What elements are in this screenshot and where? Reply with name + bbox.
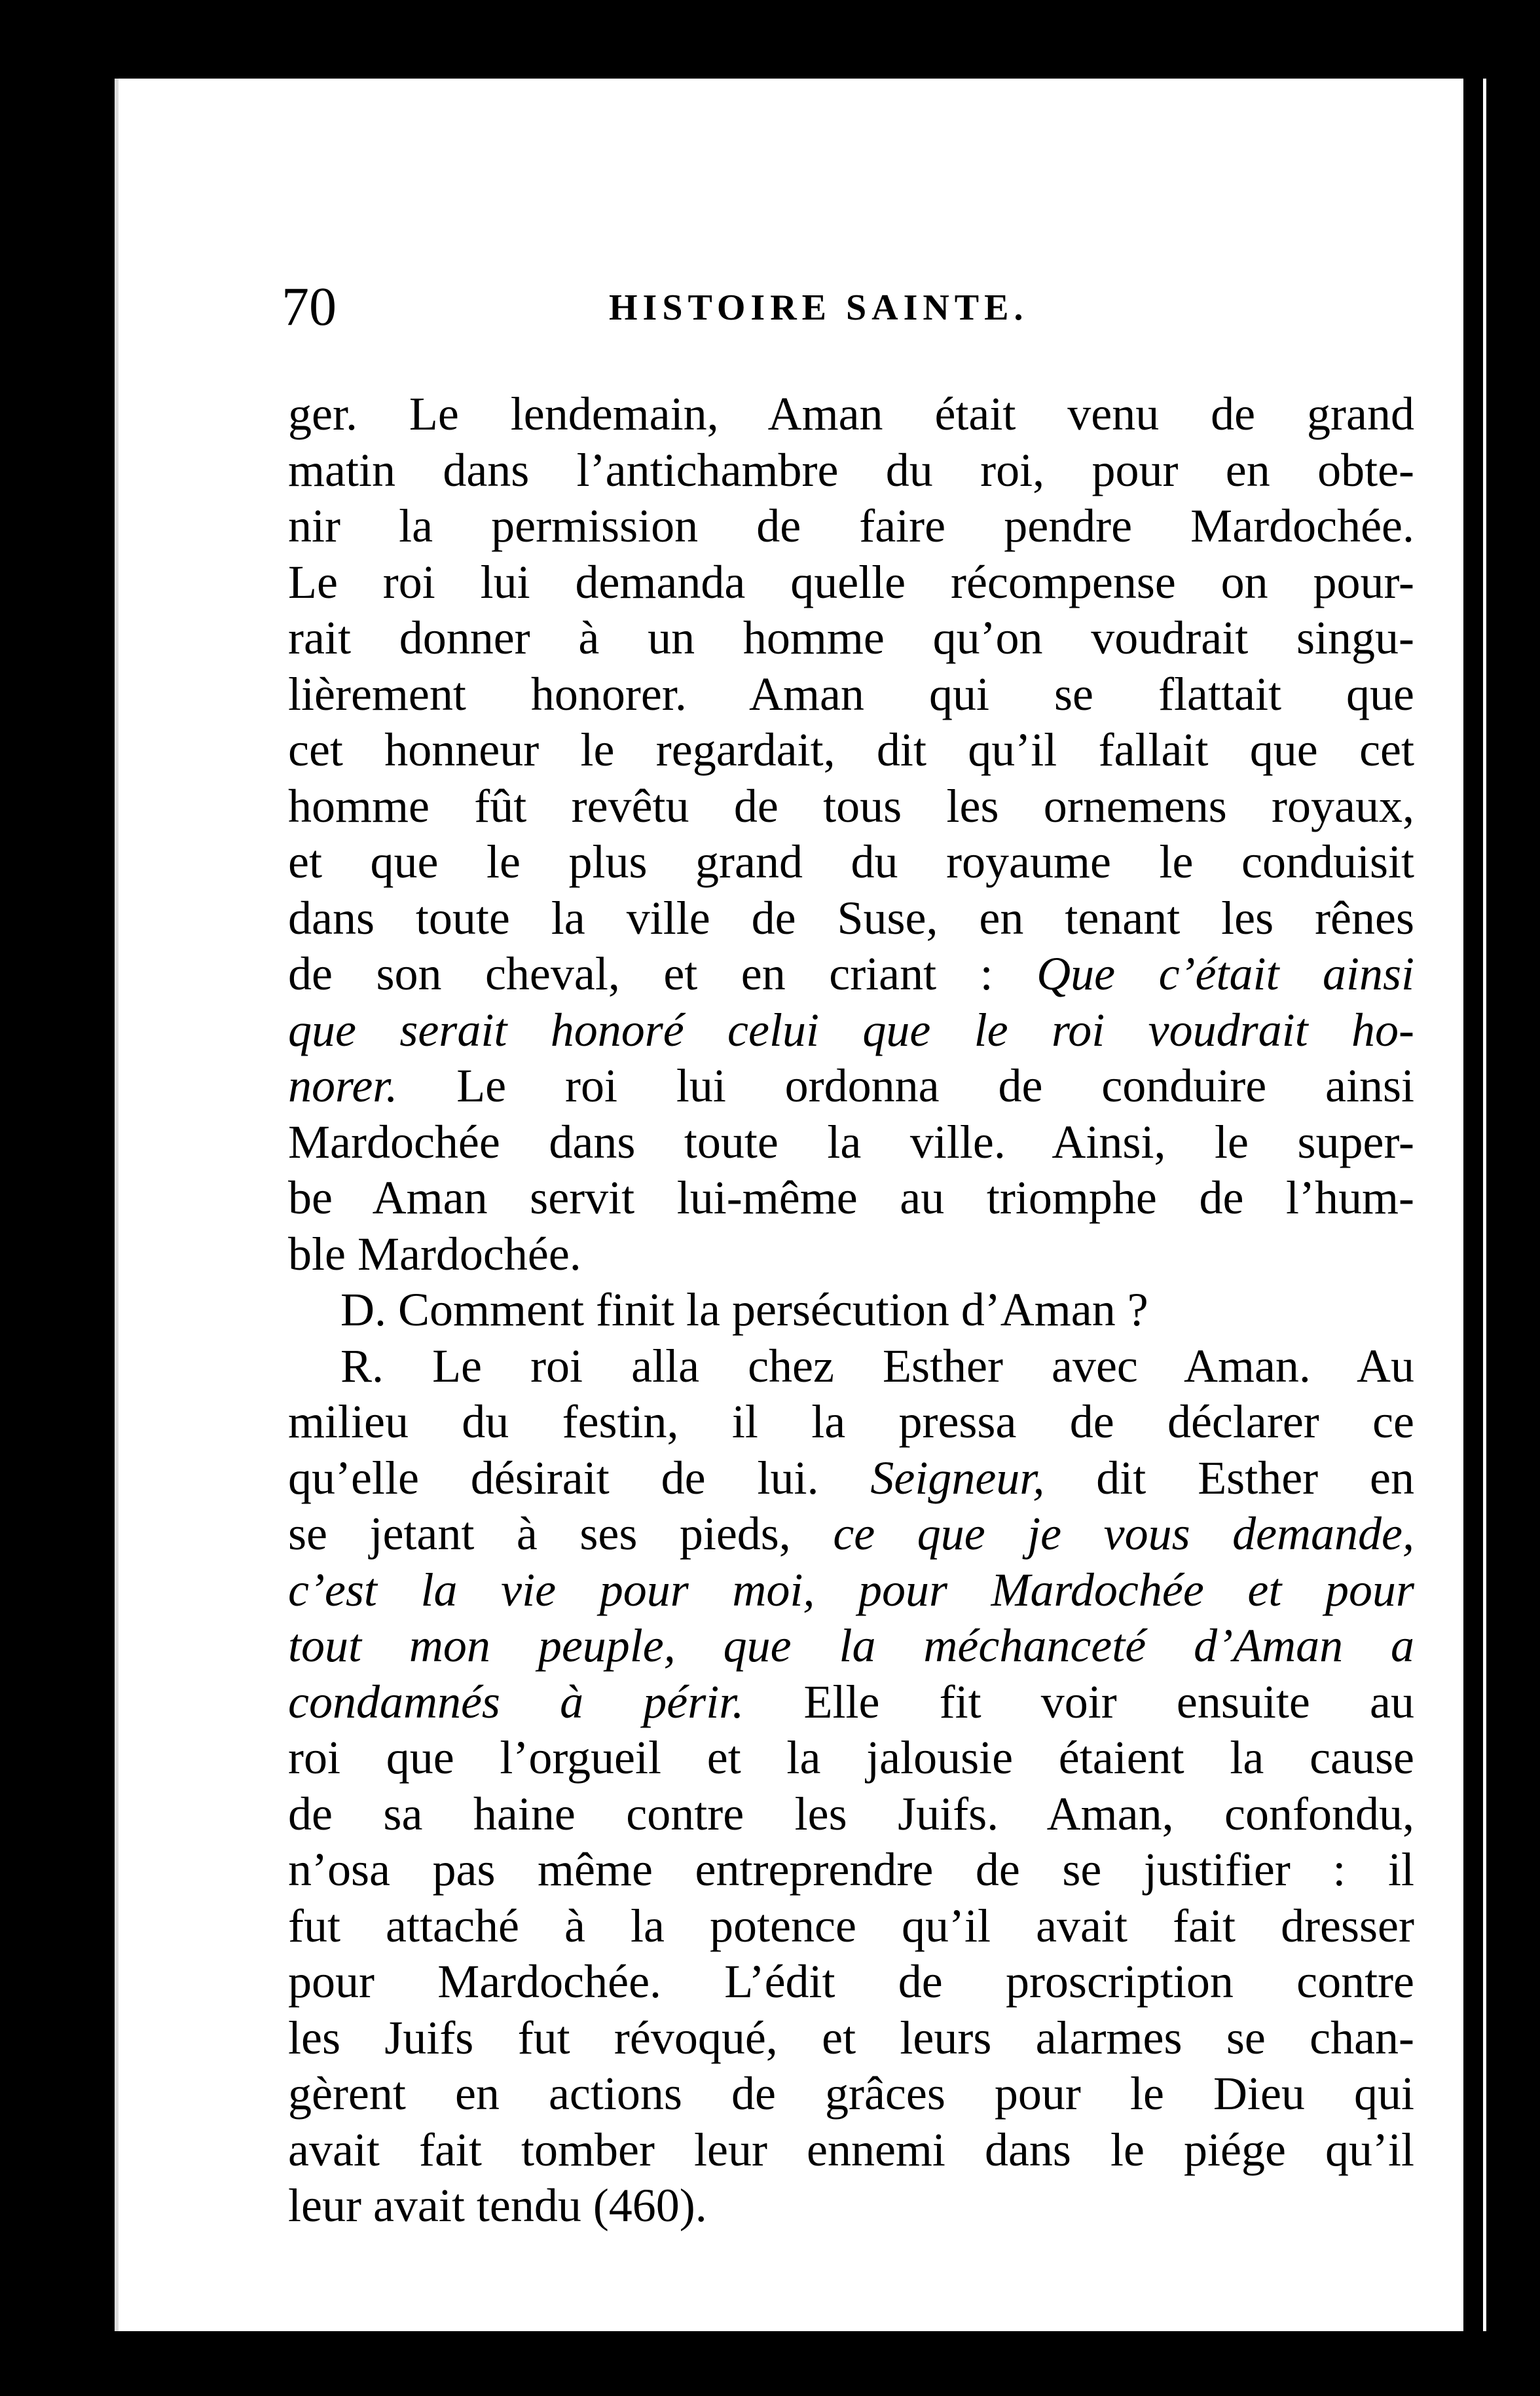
text-line bbox=[288, 1226, 1414, 1283]
italic-text-segment: tout mon peuple, que la méchanceté d’Aman a bbox=[288, 1619, 1414, 1672]
text-line bbox=[288, 1562, 1414, 1619]
text-line bbox=[288, 1058, 1414, 1115]
text-line bbox=[288, 667, 1414, 723]
text-line bbox=[288, 722, 1414, 779]
text-line bbox=[288, 1115, 1414, 1171]
text-segment: leur avait tendu (460). bbox=[288, 2179, 707, 2232]
page-number: 70 bbox=[282, 276, 337, 337]
text-line bbox=[288, 2010, 1414, 2067]
page-edge bbox=[115, 79, 119, 2331]
scan-border-left bbox=[0, 0, 118, 2396]
text-segment: roi que l’orgueil et la jalousie étaient la cause bbox=[288, 1731, 1414, 1784]
text-line bbox=[288, 1338, 1414, 1395]
running-head: HISTOIRE SAINTE. bbox=[609, 287, 1029, 328]
text-segment: Elle fit voir ensuite au bbox=[744, 1675, 1415, 1728]
text-segment: ger. Le lendemain, Aman était venu de grand bbox=[288, 388, 1414, 440]
italic-text-segment: norer. bbox=[288, 1060, 398, 1112]
text-segment: Mardochée dans toute la ville. Ainsi, le super- bbox=[288, 1115, 1414, 1168]
text-line bbox=[288, 2122, 1414, 2179]
text-segment: pour Mardochée. L’édit de proscription contre bbox=[288, 1955, 1414, 2008]
text-line bbox=[288, 610, 1414, 667]
text-segment: et que le plus grand du royaume le conduisit bbox=[288, 836, 1414, 888]
text-line bbox=[288, 1842, 1414, 1898]
body-text bbox=[288, 386, 1414, 2234]
text-segment: se jetant à ses pieds, bbox=[288, 1507, 834, 1560]
text-segment: matin dans l’antichambre du roi, pour en obte- bbox=[288, 443, 1414, 496]
text-line bbox=[288, 555, 1414, 611]
text-segment: ble Mardochée. bbox=[288, 1227, 581, 1280]
text-line bbox=[288, 2178, 1414, 2234]
italic-text-segment: c’est la vie pour moi, pour Mardochée et pour bbox=[288, 1563, 1414, 1616]
text-segment: milieu du festin, il la pressa de déclarer ce bbox=[288, 1395, 1414, 1448]
text-segment: cet honneur le regardait, dit qu’il fallait que cet bbox=[288, 724, 1414, 776]
text-line bbox=[288, 946, 1414, 1003]
text-segment: gèrent en actions de grâces pour le Dieu qui bbox=[288, 2067, 1414, 2120]
text-segment: de sa haine contre les Juifs. Aman, confondu, bbox=[288, 1787, 1414, 1840]
text-segment: be Aman servit lui-même au triomphe de l’hum- bbox=[288, 1171, 1414, 1224]
scan-border-right bbox=[1463, 79, 1483, 2331]
italic-text-segment: condamnés à périr. bbox=[288, 1675, 744, 1728]
text-segment: fut attaché à la potence qu’il avait fait dresser bbox=[288, 1899, 1414, 1952]
text-line bbox=[288, 386, 1414, 443]
italic-text-segment: que serait honoré celui que le roi voudrait ho- bbox=[288, 1003, 1414, 1056]
text-segment: D. Comment finit la persécution d’Aman ? bbox=[340, 1283, 1148, 1336]
text-line bbox=[288, 2066, 1414, 2122]
text-segment: les Juifs fut révoqué, et leurs alarmes se chan- bbox=[288, 2011, 1414, 2064]
page-header bbox=[282, 275, 1421, 347]
text-line bbox=[288, 1954, 1414, 2010]
text-segment: de son cheval, et en criant : bbox=[288, 948, 1037, 1000]
text-segment: rait donner à un homme qu’on voudrait singu- bbox=[288, 612, 1414, 664]
text-line bbox=[288, 1674, 1414, 1731]
text-line bbox=[288, 498, 1414, 555]
text-segment: Le roi lui demanda quelle récompense on pour- bbox=[288, 555, 1414, 608]
text-segment: R. Le roi alla chez Esther avec Aman. Au bbox=[340, 1339, 1414, 1392]
text-segment: n’osa pas même entreprendre de se justifier : il bbox=[288, 1843, 1414, 1896]
text-line bbox=[288, 1282, 1414, 1338]
text-line bbox=[288, 1506, 1414, 1562]
text-line bbox=[288, 1898, 1414, 1955]
italic-text-segment: Seigneur, bbox=[870, 1451, 1045, 1504]
text-segment: qu’elle désirait de lui. bbox=[288, 1451, 871, 1504]
text-segment: homme fût revêtu de tous les ornemens royaux, bbox=[288, 779, 1414, 832]
text-line bbox=[288, 1394, 1414, 1450]
text-segment: dans toute la ville de Suse, en tenant les rênes bbox=[288, 891, 1414, 944]
text-segment: avait fait tomber leur ennemi dans le piége qu’il bbox=[288, 2123, 1414, 2176]
text-segment: lièrement honorer. Aman qui se flattait que bbox=[288, 667, 1414, 720]
italic-text-segment: Que c’était ainsi bbox=[1036, 948, 1414, 1000]
text-line bbox=[288, 1786, 1414, 1843]
italic-text-segment: ce que je vous demande, bbox=[833, 1507, 1415, 1560]
text-line bbox=[288, 891, 1414, 947]
text-line bbox=[288, 1730, 1414, 1786]
text-line bbox=[288, 443, 1414, 499]
text-line bbox=[288, 1450, 1414, 1507]
text-line bbox=[288, 1003, 1414, 1059]
text-segment: dit Esther en bbox=[1044, 1451, 1414, 1504]
text-line bbox=[288, 1170, 1414, 1226]
text-segment: nir la permission de faire pendre Mardochée. bbox=[288, 500, 1414, 552]
text-segment: Le roi lui ordonna de conduire ainsi bbox=[397, 1060, 1414, 1112]
text-line bbox=[288, 1618, 1414, 1674]
text-line bbox=[288, 834, 1414, 891]
text-line bbox=[288, 779, 1414, 835]
